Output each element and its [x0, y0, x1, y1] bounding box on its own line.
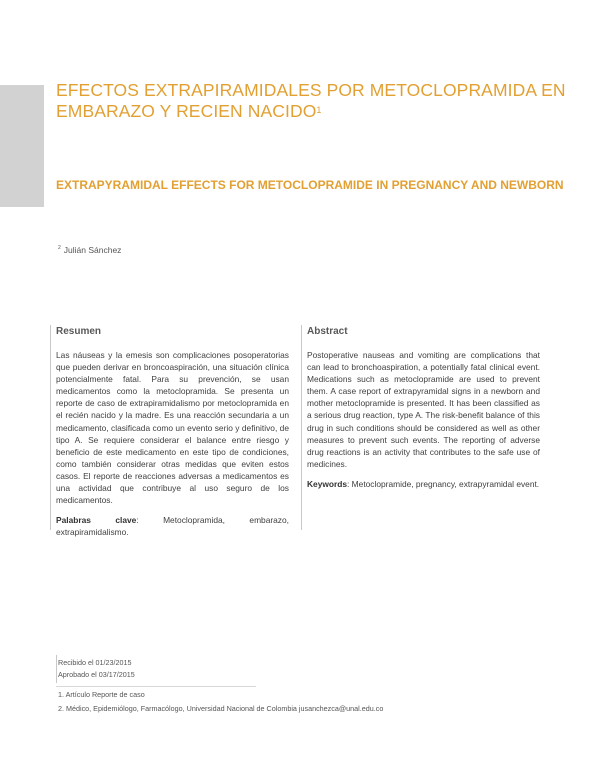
- resumen-body: Las náuseas y la emesis son complicaciones posoperatorias que pueden derivar en broncoaspiración, una situación clínica potencialmente fatal. Para su prevención, se usan medicamentos como la metoclopramida. Se presenta un reporte de caso de extrapiramidalismo por metoclopramida en el recién nacido y la madre. Es una reacción secundaria a un medicamento, clasificada como un evento serio y definitivo, de tipo A. Se requiere considerar el balance entre riesgo y beneficio de este medicamento en este tipo de condiciones, como también considerar otras medidas que eviten estos casos. El reporte de reacciones adversas a medicamentos es una actividad que contribuye al uso seguro de los medicamentos.: [56, 350, 289, 506]
- dates-rule: [56, 655, 57, 683]
- abstract-heading: Abstract: [307, 326, 348, 337]
- footnote-item: 2. Médico, Epidemiólogo, Farmacólogo, Universidad Nacional de Colombia jusanchezca@unal.edu.co: [58, 704, 384, 713]
- abstract-keywords: [307, 478, 540, 490]
- footnote-rule: [56, 686, 256, 687]
- abstract-keywords-label: Keywords: [307, 478, 348, 489]
- resumen-section: [56, 325, 289, 546]
- resumen-rule: [50, 325, 51, 530]
- title-spanish: [56, 80, 576, 122]
- abstract-keywords-text: : Metoclopramide, pregnancy, extrapyramidal event.: [347, 478, 540, 489]
- received-date: Recibido el 01/23/2015: [58, 658, 132, 667]
- approved-date: Aprobado el 03/17/2015: [58, 669, 135, 679]
- author-name: Julián Sánchez: [63, 245, 122, 255]
- author-footnote-marker: 2: [58, 245, 61, 251]
- resumen-keywords-text: : Metoclopramida, embarazo, extrapiramidalismo.: [56, 515, 289, 538]
- footnote-item: 1. Artículo Reporte de caso: [58, 690, 145, 699]
- decorative-side-bar: [0, 85, 44, 207]
- resumen-heading: Resumen: [56, 326, 102, 337]
- dates-block: [58, 657, 135, 680]
- author-line: [58, 245, 121, 255]
- resumen-keywords: [56, 514, 289, 538]
- abstract-rule: [301, 325, 302, 530]
- title-english: EXTRAPYRAMIDAL EFFECTS FOR METOCLOPRAMIDE IN PREGNANCY AND NEWBORN: [56, 178, 564, 192]
- footnotes: [58, 688, 383, 716]
- abstract-body: Postoperative nauseas and vomiting are complications that can lead to bronchoaspiration, a potentially fatal clinical event. Medications such as metoclopramide are used to prevent them. A case report of extrapyramidal signs in a newborn and mother metoclopramide is presented. It has been classified as a serious drug reaction, type A. The risk-benefit balance of this drug in such conditions should be considered as well as other measures to prevent such events. The reporting of adverse drug reactions is an activity that contributes to the safe use of medicines.: [307, 350, 540, 469]
- title-spanish-text: EFECTOS EXTRAPIRAMIDALES POR METOCLOPRAMIDA EN EMBARAZO Y RECIEN NACIDO: [56, 80, 566, 121]
- abstract-section: [307, 325, 540, 498]
- title-footnote-marker: 1: [316, 105, 322, 115]
- resumen-keywords-label: Palabras clave: [56, 515, 137, 526]
